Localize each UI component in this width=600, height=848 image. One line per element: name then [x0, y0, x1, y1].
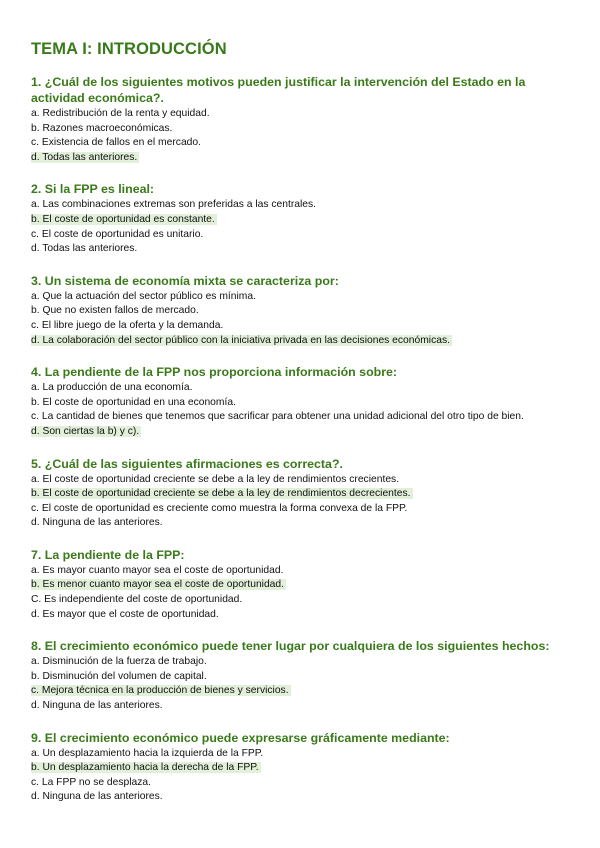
document-page — [31, 40, 576, 821]
question-text: 1. ¿Cuál de los siguientes motivos pueden justificar la intervención del Estado en la actividad económica?. — [31, 75, 526, 105]
option-text: b. Razones macroeconómicas. — [31, 122, 173, 134]
question-text: 5. ¿Cuál de las siguientes afirmaciones es correcta?. — [31, 456, 343, 471]
option-text: a. Que la actuación del sector público es mínima. — [31, 290, 256, 302]
option-d — [31, 242, 576, 257]
option-a — [31, 290, 576, 305]
option-d — [31, 425, 576, 440]
option-text: c. La FPP no se desplaza. — [31, 776, 152, 788]
option-text: a. Es mayor cuanto mayor sea el coste de oportunidad. — [31, 564, 284, 576]
question-text: 8. El crecimiento económico puede tener lugar por cualquiera de los siguientes hechos: — [31, 639, 550, 654]
option-a — [31, 655, 576, 670]
question-1 — [31, 74, 576, 165]
highlighted-answer: b. Un desplazamiento hacia la derecha de la FPP. — [31, 762, 259, 774]
option-b — [31, 122, 576, 137]
question-9 — [31, 730, 576, 805]
option-d — [31, 699, 576, 714]
option-c — [31, 136, 576, 151]
option-text: C. Es independiente del coste de oportunidad. — [31, 594, 243, 606]
option-a — [31, 747, 576, 762]
option-a — [31, 198, 576, 213]
option-text: a. Las combinaciones extremas son preferidas a las centrales. — [31, 199, 317, 211]
question-5 — [31, 456, 576, 531]
option-a — [31, 564, 576, 579]
option-b — [31, 213, 576, 228]
option-b — [31, 761, 576, 776]
option-b — [31, 578, 576, 593]
question-7 — [31, 547, 576, 622]
option-text: b. El coste de oportunidad en una economía. — [31, 396, 236, 408]
highlighted-answer: b. El coste de oportunidad es constante. — [31, 213, 215, 225]
option-text: c. La cantidad de bienes que tenemos que sacrificar para obtener una unidad adicional del otro tipo de bien. — [31, 411, 524, 423]
question-3 — [31, 273, 576, 348]
option-b — [31, 670, 576, 685]
question-2 — [31, 181, 576, 256]
option-text: a. Redistribución de la renta y equidad. — [31, 108, 210, 119]
option-text: c. El libre juego de la oferta y la demanda. — [31, 319, 224, 331]
option-text: d. Ninguna de las anteriores. — [31, 791, 163, 803]
option-c — [31, 410, 576, 425]
question-text: 7. La pendiente de la FPP: — [31, 547, 185, 562]
option-text: c. El coste de oportunidad es unitario. — [31, 228, 204, 240]
highlighted-answer: d. Son ciertas la b) y c). — [31, 425, 140, 437]
question-4 — [31, 364, 576, 439]
question-text: 9. El crecimiento económico puede expresarse gráficamente mediante: — [31, 730, 450, 745]
question-text: 4. La pendiente de la FPP nos proporciona información sobre: — [31, 365, 398, 380]
option-text: a. El coste de oportunidad creciente se debe a la ley de rendimientos crecientes. — [31, 473, 400, 485]
option-text: a. La producción de una economía. — [31, 382, 193, 394]
option-text: d. Es mayor que el coste de oportunidad. — [31, 608, 219, 620]
option-d — [31, 516, 576, 531]
option-d — [31, 334, 576, 349]
option-text: c. Existencia de fallos en el mercado. — [31, 137, 201, 149]
option-d — [31, 790, 576, 805]
option-text: a. Un desplazamiento hacia la izquierda de la FPP. — [31, 747, 264, 759]
option-c — [31, 593, 576, 608]
highlighted-answer: c. Mejora técnica en la producción de bienes y servicios. — [31, 685, 289, 697]
option-a — [31, 107, 576, 122]
option-text: d. Ninguna de las anteriores. — [31, 700, 163, 712]
option-text: d. Ninguna de las anteriores. — [31, 517, 163, 529]
highlighted-answer: b. Es menor cuanto mayor sea el coste de oportunidad. — [31, 579, 284, 591]
page-title: TEMA I: INTRODUCCIÓN — [31, 40, 227, 58]
question-text: 2. Si la FPP es lineal: — [31, 182, 155, 197]
option-c — [31, 319, 576, 334]
option-text: a. Disminución de la fuerza de trabajo. — [31, 656, 207, 668]
option-b — [31, 487, 576, 502]
option-c — [31, 684, 576, 699]
option-text: b. Que no existen fallos de mercado. — [31, 305, 199, 317]
highlighted-answer: b. El coste de oportunidad creciente se debe a la ley de rendimientos decrecientes. — [31, 488, 411, 500]
option-b — [31, 396, 576, 411]
option-c — [31, 502, 576, 517]
option-text: c. El coste de oportunidad es creciente como muestra la forma convexa de la FPP. — [31, 502, 408, 514]
option-text: b. Disminución del volumen de capital. — [31, 670, 207, 682]
option-text: d. Todas las anteriores. — [31, 243, 138, 255]
question-8 — [31, 638, 576, 713]
option-c — [31, 776, 576, 791]
option-d — [31, 151, 576, 166]
option-c — [31, 228, 576, 243]
highlighted-answer: d. La colaboración del sector público con la iniciativa privada en las decisiones económicas. — [31, 334, 450, 346]
option-d — [31, 608, 576, 623]
highlighted-answer: d. Todas las anteriores. — [31, 151, 138, 163]
option-a — [31, 473, 576, 488]
option-b — [31, 304, 576, 319]
option-a — [31, 381, 576, 396]
question-text: 3. Un sistema de economía mixta se caracteriza por: — [31, 273, 339, 288]
